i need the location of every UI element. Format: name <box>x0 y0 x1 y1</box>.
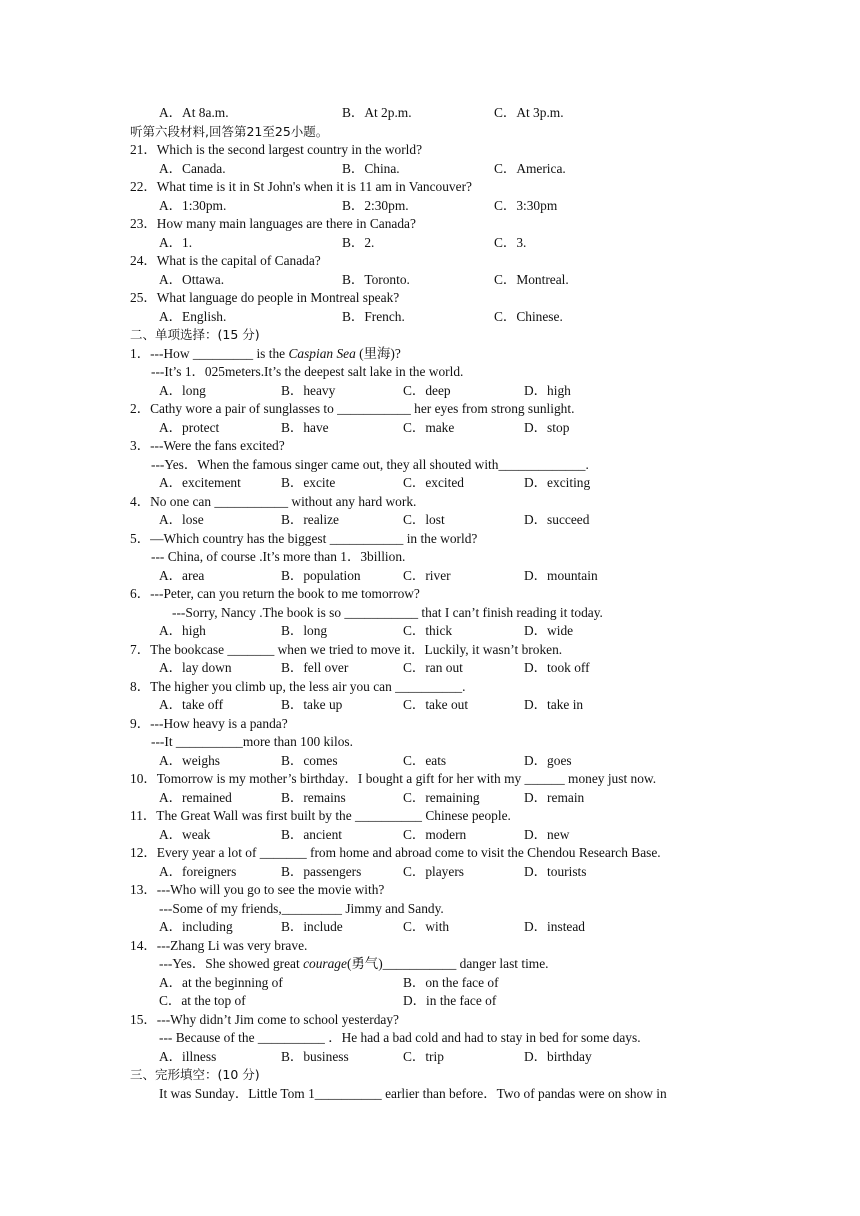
option-a: A．weighs <box>159 752 220 768</box>
doc-line <box>0 160 860 179</box>
doc-line <box>0 955 860 974</box>
option-c: C．excited <box>403 475 464 490</box>
question: 15．---Why didn’t Jim come to school yesterday? <box>130 1011 399 1027</box>
option-right: B．on the face of <box>403 974 499 990</box>
dialogue-line: ---Yes．She showed great courage(勇气)___________ danger last time. <box>159 956 549 971</box>
option-c: C．thick <box>403 623 453 638</box>
question: 14．---Zhang Li was very brave. <box>130 937 308 953</box>
option-a: A．lay down <box>159 660 232 675</box>
question: 8．The higher you climb up, the less air you can __________. <box>130 678 466 694</box>
option-a: A．Ottawa. <box>159 271 225 287</box>
option-d: D．stop <box>524 419 570 435</box>
doc-line <box>0 419 860 438</box>
doc-line <box>0 659 860 678</box>
option-c: C．players <box>403 863 464 879</box>
option-c: C．3:30pm <box>494 197 558 213</box>
option-c: C．take out <box>403 697 469 712</box>
doc-line <box>0 1066 860 1085</box>
doc-line <box>0 770 860 789</box>
doc-line <box>0 530 860 549</box>
dialogue-line: --- China, of course .It’s more than 1．3billion. <box>151 549 406 564</box>
option-right: D．in the face of <box>403 993 497 1008</box>
option-b: B．include <box>281 919 343 934</box>
doc-line <box>0 715 860 734</box>
doc-line <box>0 1048 860 1067</box>
doc-line <box>0 641 860 660</box>
option-c: C．lost <box>403 512 445 527</box>
doc-line <box>0 511 860 530</box>
doc-line <box>0 789 860 808</box>
doc-line <box>0 604 860 623</box>
option-a: A．take off <box>159 697 224 712</box>
doc-line <box>0 918 860 937</box>
option-d: D．new <box>524 826 570 842</box>
exam-document <box>0 104 860 1103</box>
doc-line <box>0 567 860 586</box>
option-b: B．ancient <box>281 826 342 842</box>
dialogue-line: ---Yes．When the famous singer came out, they all shouted with_____________. <box>151 456 589 472</box>
option-c: C．ran out <box>403 660 463 675</box>
option-d: D．take in <box>524 697 584 712</box>
question: 21．Which is the second largest country in the world? <box>130 142 423 157</box>
option-b: B．long <box>281 623 328 638</box>
option-a: A．Canada. <box>159 160 226 176</box>
option-c: C．At 3p.m. <box>494 105 564 120</box>
doc-line <box>0 289 860 308</box>
doc-line <box>0 678 860 697</box>
option-d: D．wide <box>524 623 574 638</box>
option-a: A．including <box>159 919 233 934</box>
option-b: B．passengers <box>281 863 362 879</box>
section-heading: 听第六段材料,回答第21至25小题。 <box>130 123 329 139</box>
doc-line <box>0 548 860 567</box>
option-a: A．At 8a.m. <box>159 105 229 120</box>
dialogue-line: --- Because of the __________ ．He had a bad cold and had to stay in bed for some days. <box>159 1030 641 1045</box>
option-b: B．Toronto. <box>342 271 410 287</box>
doc-line <box>0 363 860 382</box>
option-c: C．river <box>403 567 451 583</box>
doc-line <box>0 974 860 993</box>
option-a: A．excitement <box>159 475 241 490</box>
option-c: C．with <box>403 919 450 934</box>
option-b: B．excite <box>281 475 336 490</box>
option-c: C．remaining <box>403 789 480 805</box>
doc-line <box>0 881 860 900</box>
doc-line <box>0 178 860 197</box>
doc-line <box>0 382 860 401</box>
doc-line <box>0 1011 860 1030</box>
doc-line <box>0 123 860 142</box>
question: 10．Tomorrow is my mother’s birthday．I bought a gift for her with my ______ money just now. <box>130 771 657 786</box>
question: 22．What time is it in St John's when it is 11 am in Vancouver? <box>130 179 472 194</box>
option-b: B．population <box>281 567 361 583</box>
option-b: B．French. <box>342 308 405 324</box>
doc-line <box>0 308 860 327</box>
option-b: B．At 2p.m. <box>342 105 412 120</box>
option-d: D．high <box>524 382 571 398</box>
doc-line <box>0 215 860 234</box>
doc-line <box>0 585 860 604</box>
question: 6．---Peter, can you return the book to me tomorrow? <box>130 586 420 601</box>
option-c: C．trip <box>403 1048 444 1064</box>
option-left: A．at the beginning of <box>159 974 283 990</box>
doc-line <box>0 992 860 1011</box>
option-a: A．long <box>159 382 206 398</box>
option-a: A．high <box>159 623 206 638</box>
option-a: A．1. <box>159 234 193 250</box>
doc-line <box>0 271 860 290</box>
option-d: D．birthday <box>524 1048 592 1064</box>
option-d: D．exciting <box>524 475 591 490</box>
option-d: D．took off <box>524 660 590 675</box>
doc-line <box>0 807 860 826</box>
option-b: B．realize <box>281 512 339 527</box>
option-a: A．illness <box>159 1048 217 1064</box>
option-c: C．deep <box>403 382 451 398</box>
option-c: C．make <box>403 419 455 435</box>
option-a: A．English. <box>159 308 227 324</box>
doc-line <box>0 863 860 882</box>
dialogue-line: ---It __________more than 100 kilos. <box>151 734 353 749</box>
option-a: A．foreigners <box>159 863 237 879</box>
option-left: C．at the top of <box>159 993 246 1008</box>
doc-line <box>0 493 860 512</box>
question: 25．What language do people in Montreal speak? <box>130 290 400 305</box>
doc-line <box>0 141 860 160</box>
section-heading: 二、单项选择：(15 分) <box>130 327 260 342</box>
option-c: C．America. <box>494 160 566 176</box>
doc-line <box>0 252 860 271</box>
question: 4．No one can ___________ without any hard work. <box>130 493 417 509</box>
option-a: A．weak <box>159 826 211 842</box>
question: 1．---How _________ is the Caspian Sea (里海)? <box>130 345 401 361</box>
option-b: B．China. <box>342 160 400 176</box>
option-d: D．instead <box>524 919 585 934</box>
option-c: C．Montreal. <box>494 271 569 287</box>
doc-line <box>0 234 860 253</box>
question: 12．Every year a lot of _______ from home and abroad come to visit the Chendou Research Base. <box>130 845 661 860</box>
doc-line <box>0 900 860 919</box>
option-b: B．remains <box>281 789 346 805</box>
option-d: D．mountain <box>524 567 598 583</box>
doc-line <box>0 752 860 771</box>
option-d: D．remain <box>524 789 585 805</box>
question: 24．What is the capital of Canada? <box>130 253 321 268</box>
question: 7．The bookcase _______ when we tried to move it．Luckily, it wasn’t broken. <box>130 641 563 657</box>
dialogue-line: ---Sorry, Nancy .The book is so ___________ that I can’t finish reading it today. <box>172 604 603 620</box>
option-b: B．fell over <box>281 660 349 675</box>
question: 3．---Were the fans excited? <box>130 438 285 453</box>
question: 23．How many main languages are there in Canada? <box>130 216 416 231</box>
option-b: B．2. <box>342 234 375 250</box>
doc-line <box>0 937 860 956</box>
option-b: B．comes <box>281 752 338 768</box>
dialogue-line: ---It’s 1．025meters.It’s the deepest salt lake in the world. <box>151 364 464 379</box>
option-b: B．take up <box>281 697 343 712</box>
option-c: C．Chinese. <box>494 308 563 324</box>
doc-line <box>0 456 860 475</box>
doc-line <box>0 826 860 845</box>
option-c: C．eats <box>403 752 447 768</box>
question: 5．—Which country has the biggest ___________ in the world? <box>130 530 478 546</box>
option-d: D．goes <box>524 752 572 768</box>
passage-text: It was Sunday．Little Tom 1__________ earlier than before．Two of pandas were on show in <box>159 1085 667 1101</box>
option-b: B．business <box>281 1048 349 1064</box>
doc-line <box>0 345 860 364</box>
section-heading: 三、完形填空：(10 分) <box>130 1067 260 1082</box>
doc-line <box>0 400 860 419</box>
question: 11．The Great Wall was first built by the __________ Chinese people. <box>130 808 511 823</box>
option-b: B．have <box>281 419 329 435</box>
doc-line <box>0 474 860 493</box>
doc-line <box>0 844 860 863</box>
doc-line <box>0 733 860 752</box>
dialogue-line: ---Some of my friends,_________ Jimmy and Sandy. <box>159 900 444 916</box>
question: 13．---Who will you go to see the movie with? <box>130 882 385 897</box>
option-a: A．area <box>159 567 205 583</box>
doc-line <box>0 197 860 216</box>
doc-line <box>0 696 860 715</box>
option-d: D．succeed <box>524 512 590 527</box>
option-a: A．protect <box>159 419 220 435</box>
option-a: A．lose <box>159 512 204 527</box>
option-c: C．3. <box>494 234 527 250</box>
question: 9．---How heavy is a panda? <box>130 715 288 731</box>
doc-line <box>0 326 860 345</box>
question: 2．Cathy wore a pair of sunglasses to ___________ her eyes from strong sunlight. <box>130 401 575 416</box>
option-b: B．2:30pm. <box>342 197 409 213</box>
doc-line <box>0 1085 860 1104</box>
option-a: A．remained <box>159 789 232 805</box>
doc-line <box>0 104 860 123</box>
option-c: C．modern <box>403 826 467 842</box>
doc-line <box>0 437 860 456</box>
option-b: B．heavy <box>281 382 336 398</box>
option-d: D．tourists <box>524 863 587 879</box>
doc-line <box>0 1029 860 1048</box>
option-a: A．1:30pm. <box>159 197 227 213</box>
doc-line <box>0 622 860 641</box>
